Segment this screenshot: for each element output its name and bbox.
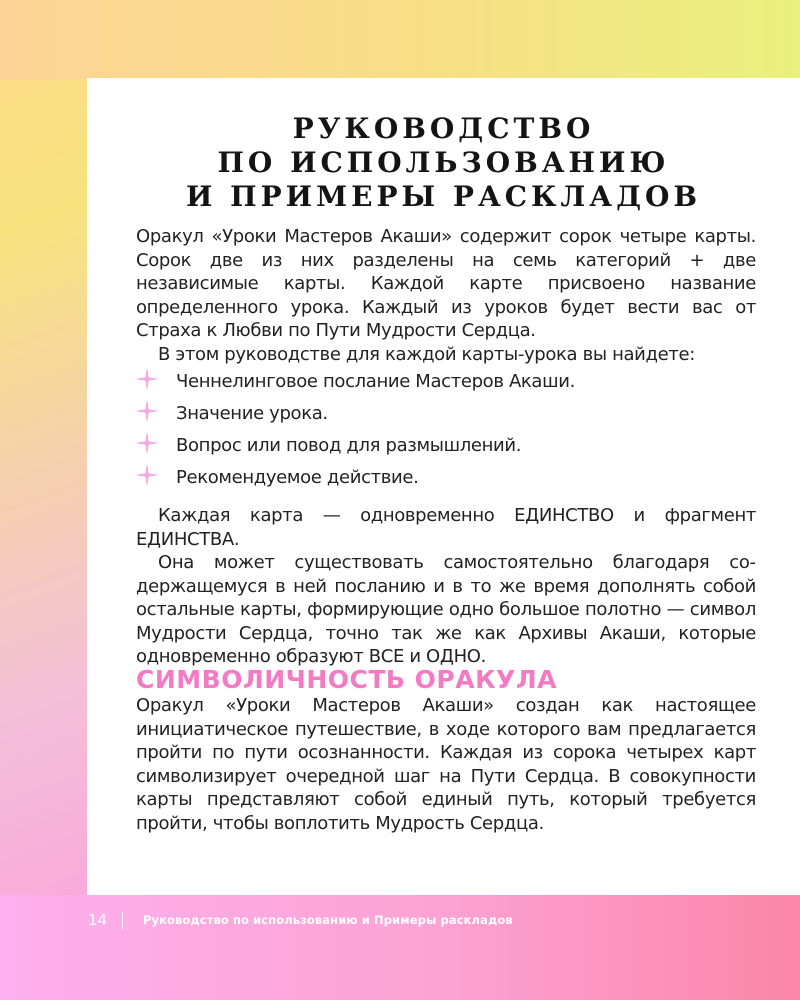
page-title <box>87 112 800 214</box>
list-item <box>136 370 756 402</box>
intro-paragraph-3: Каждая карта — одновременно ЕДИНСТВО и фрагмент ЕДИНСТВА. <box>136 505 756 550</box>
intro-paragraph-2: В этом руководстве для каждой карты-урока вы найдете: <box>158 343 695 365</box>
list-item <box>136 466 756 498</box>
list-item-text: Рекомендуемое действие. <box>176 467 419 488</box>
list-item-text: Значение урока. <box>176 403 328 424</box>
sparkle-star-icon <box>136 368 158 390</box>
section-paragraph-1: Оракул «Уроки Мастеров Акаши» создан как настоящее инициатическое путешествие, в ходе которого вам предлагается пройти по пути осознанности. Каждая из сорока четырех карт символизирует очередной шаг на Пути Сердца. В совокупности карты представляют собой единый путь, который требуется пройти, чтобы воплотить Мудрость Сердца. <box>136 695 756 834</box>
list-item-text: Ченнелинговое послание Мастеров Акаши. <box>176 371 575 392</box>
list-item <box>136 434 756 466</box>
intro-paragraph-4: Она может существовать самостоятельно благодаря содержащемуся в ней посланию и в то же время дополнять собой остальные карты, формирующие одно большое полотно — символ Мудрости Сердца, точно так же как Архивы Акаши, которые одновременно образуют ВСЕ и ОДНО. <box>136 552 756 667</box>
page-number: 14 <box>88 911 108 929</box>
page-title-line-2: ПО ИСПОЛЬЗОВАНИЮ <box>217 146 670 179</box>
page-title-line-3: И ПРИМЕРЫ РАСКЛАДОВ <box>185 180 702 213</box>
list-item-text: Вопрос или повод для размышлений. <box>176 435 522 456</box>
background-top-band <box>0 0 800 80</box>
intro-block <box>136 225 756 669</box>
page-title-line-1: РУКОВОДСТВО <box>292 112 595 145</box>
running-title: Руководство по использованию и Примеры раскладов <box>143 913 513 927</box>
intro-paragraph-1: Оракул «Уроки Мастеров Акаши» содержит сорок четыре карты. Сорок две из них разделены на семь категорий + две независимые карты. Каждой карте присвоено название определенного урока. Каждый из уроков будет вести вас от Страха к Любви по Пути Мудрости Сердца. <box>136 226 756 341</box>
section-block <box>136 694 756 835</box>
sparkle-star-icon <box>136 464 158 486</box>
list-item <box>136 402 756 434</box>
sparkle-star-icon <box>136 400 158 422</box>
footer-divider <box>122 912 123 929</box>
sparkle-star-icon <box>136 432 158 454</box>
section-heading: СИМВОЛИЧНОСТЬ ОРАКУЛА <box>136 665 557 694</box>
page-footer <box>88 909 513 931</box>
lesson-contents-list <box>136 370 756 498</box>
